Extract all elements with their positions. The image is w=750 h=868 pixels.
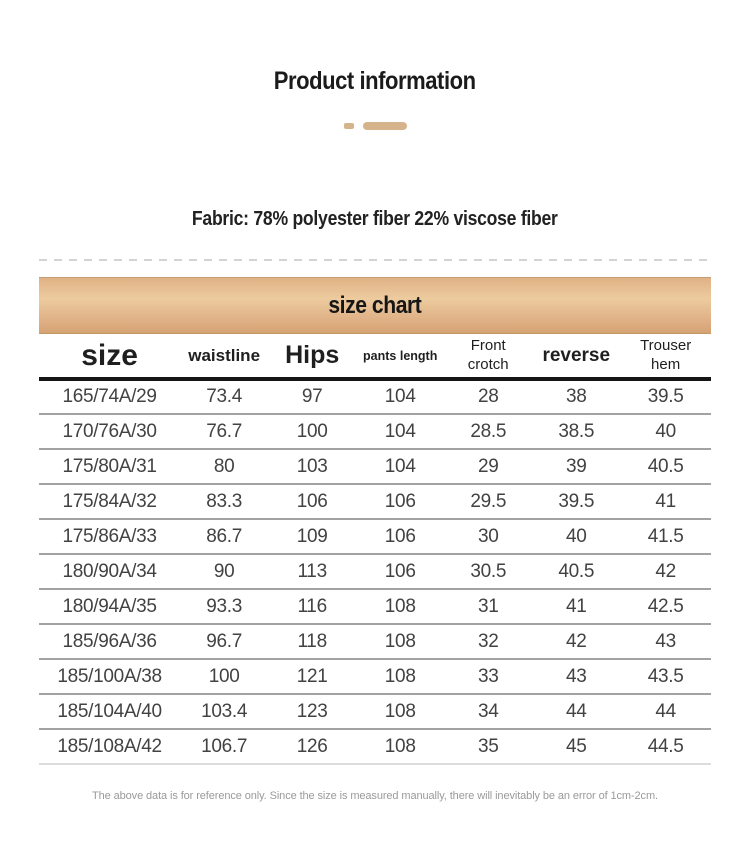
header-row [39, 334, 711, 379]
table-cell: 108 [356, 729, 444, 764]
size-chart-title: size chart [328, 291, 422, 319]
table-cell: 42 [620, 554, 711, 589]
table-row [39, 519, 711, 554]
disclaimer-text: The above data is for reference only. Since the size is measured manually, there will inevitably be an error of 1cm-2cm. [92, 790, 658, 802]
column-header-label: Hips [285, 341, 340, 369]
table-cell: 106.7 [180, 729, 268, 764]
table-cell: 41.5 [620, 519, 711, 554]
table-cell: 93.3 [180, 589, 268, 624]
page-title [39, 66, 711, 96]
size-table-body [39, 379, 711, 764]
table-cell: 170/76A/30 [39, 414, 180, 449]
table-cell: 113 [268, 554, 356, 589]
table-cell: 108 [356, 589, 444, 624]
table-cell: 38.5 [532, 414, 620, 449]
table-row [39, 659, 711, 694]
table-cell: 33 [444, 659, 532, 694]
column-header-label: pants length [363, 348, 438, 363]
table-cell: 28 [477, 386, 499, 407]
table-cell: 175/86A/33 [39, 519, 180, 554]
table-cell: 44 [532, 694, 620, 729]
table-cell: 103 [268, 449, 356, 484]
table-cell: 43.5 [620, 659, 711, 694]
column-header-label: waistline [188, 345, 261, 365]
table-cell: 104 [356, 449, 444, 484]
table-cell: 108 [356, 624, 444, 659]
table-cell: 86.7 [180, 519, 268, 554]
table-cell: 109 [268, 519, 356, 554]
column-header-label: Trouser hem [640, 336, 692, 373]
table-cell: 28.5 [444, 414, 532, 449]
column-header-reverse [532, 334, 620, 379]
column-header-label: Front crotch [467, 336, 509, 373]
table-cell: 104 [384, 386, 416, 407]
page-content [39, 66, 711, 803]
table-cell: 108 [356, 659, 444, 694]
page-title-text: Product information [274, 67, 476, 95]
table-cell: 42.5 [620, 589, 711, 624]
table-cell: 45 [532, 729, 620, 764]
table-cell: 76.7 [180, 414, 268, 449]
table-cell: 44 [620, 694, 711, 729]
table-cell: 41 [532, 589, 620, 624]
column-header-label: reverse [542, 344, 611, 366]
table-row [39, 694, 711, 729]
table-cell: 123 [268, 694, 356, 729]
table-cell: 97 [301, 386, 323, 407]
size-chart-banner [39, 277, 711, 334]
table-cell: 108 [356, 694, 444, 729]
fabric-note-text: Fabric: 78% polyester fiber 22% viscose fiber [192, 208, 558, 230]
table-cell: 180/94A/35 [39, 589, 180, 624]
table-cell: 44.5 [620, 729, 711, 764]
table-row [39, 624, 711, 659]
table-cell: 39.5 [647, 386, 684, 407]
table-cell: 185/108A/42 [39, 729, 180, 764]
table-row [39, 414, 711, 449]
divider-bar-icon [363, 122, 407, 130]
dashed-divider [39, 259, 711, 261]
size-table [39, 334, 711, 765]
column-header-front-crotch [444, 334, 532, 379]
table-row [39, 484, 711, 519]
table-cell: 40 [620, 414, 711, 449]
table-cell: 32 [444, 624, 532, 659]
table-cell: 80 [180, 449, 268, 484]
table-cell: 31 [444, 589, 532, 624]
column-header-label: size [81, 338, 138, 372]
size-table-header [39, 334, 711, 379]
table-cell: 83.3 [180, 484, 268, 519]
table-cell: 43 [532, 659, 620, 694]
table-cell: 43 [620, 624, 711, 659]
table-cell: 40.5 [532, 554, 620, 589]
table-cell: 185/100A/38 [39, 659, 180, 694]
table-cell: 104 [356, 414, 444, 449]
table-cell: 42 [532, 624, 620, 659]
table-cell: 165/74A/29 [62, 386, 157, 407]
table-cell: 30 [444, 519, 532, 554]
table-cell: 100 [180, 659, 268, 694]
table-row [39, 379, 711, 414]
table-row [39, 729, 711, 764]
table-cell: 90 [180, 554, 268, 589]
table-cell: 39 [532, 449, 620, 484]
table-cell: 40.5 [620, 449, 711, 484]
table-cell: 103.4 [180, 694, 268, 729]
column-header-trouser-hem [620, 334, 711, 379]
table-row [39, 589, 711, 624]
table-cell: 116 [268, 589, 356, 624]
table-cell: 40 [532, 519, 620, 554]
table-cell: 29 [444, 449, 532, 484]
table-cell: 34 [444, 694, 532, 729]
table-cell: 185/104A/40 [39, 694, 180, 729]
table-cell: 121 [268, 659, 356, 694]
table-cell: 106 [356, 519, 444, 554]
table-cell: 175/80A/31 [39, 449, 180, 484]
table-cell: 39.5 [532, 484, 620, 519]
fabric-note [39, 206, 711, 232]
table-cell: 175/84A/32 [39, 484, 180, 519]
table-cell: 41 [620, 484, 711, 519]
column-header-hips [268, 334, 356, 379]
table-cell: 100 [268, 414, 356, 449]
table-cell: 106 [356, 484, 444, 519]
table-row [39, 449, 711, 484]
table-cell: 106 [356, 554, 444, 589]
table-cell: 185/96A/36 [39, 624, 180, 659]
table-cell: 106 [268, 484, 356, 519]
table-cell: 29.5 [444, 484, 532, 519]
column-header-size [39, 334, 180, 379]
table-cell: 38 [565, 386, 587, 407]
table-cell: 180/90A/34 [39, 554, 180, 589]
divider-dash-icon [344, 123, 354, 129]
table-row [39, 554, 711, 589]
title-divider [39, 122, 711, 130]
table-cell: 30.5 [444, 554, 532, 589]
table-cell: 35 [444, 729, 532, 764]
table-cell: 73.4 [206, 386, 243, 407]
column-header-waistline [180, 334, 268, 379]
table-cell: 96.7 [180, 624, 268, 659]
column-header-pants-length [356, 334, 444, 379]
table-cell: 118 [268, 624, 356, 659]
table-cell: 126 [268, 729, 356, 764]
